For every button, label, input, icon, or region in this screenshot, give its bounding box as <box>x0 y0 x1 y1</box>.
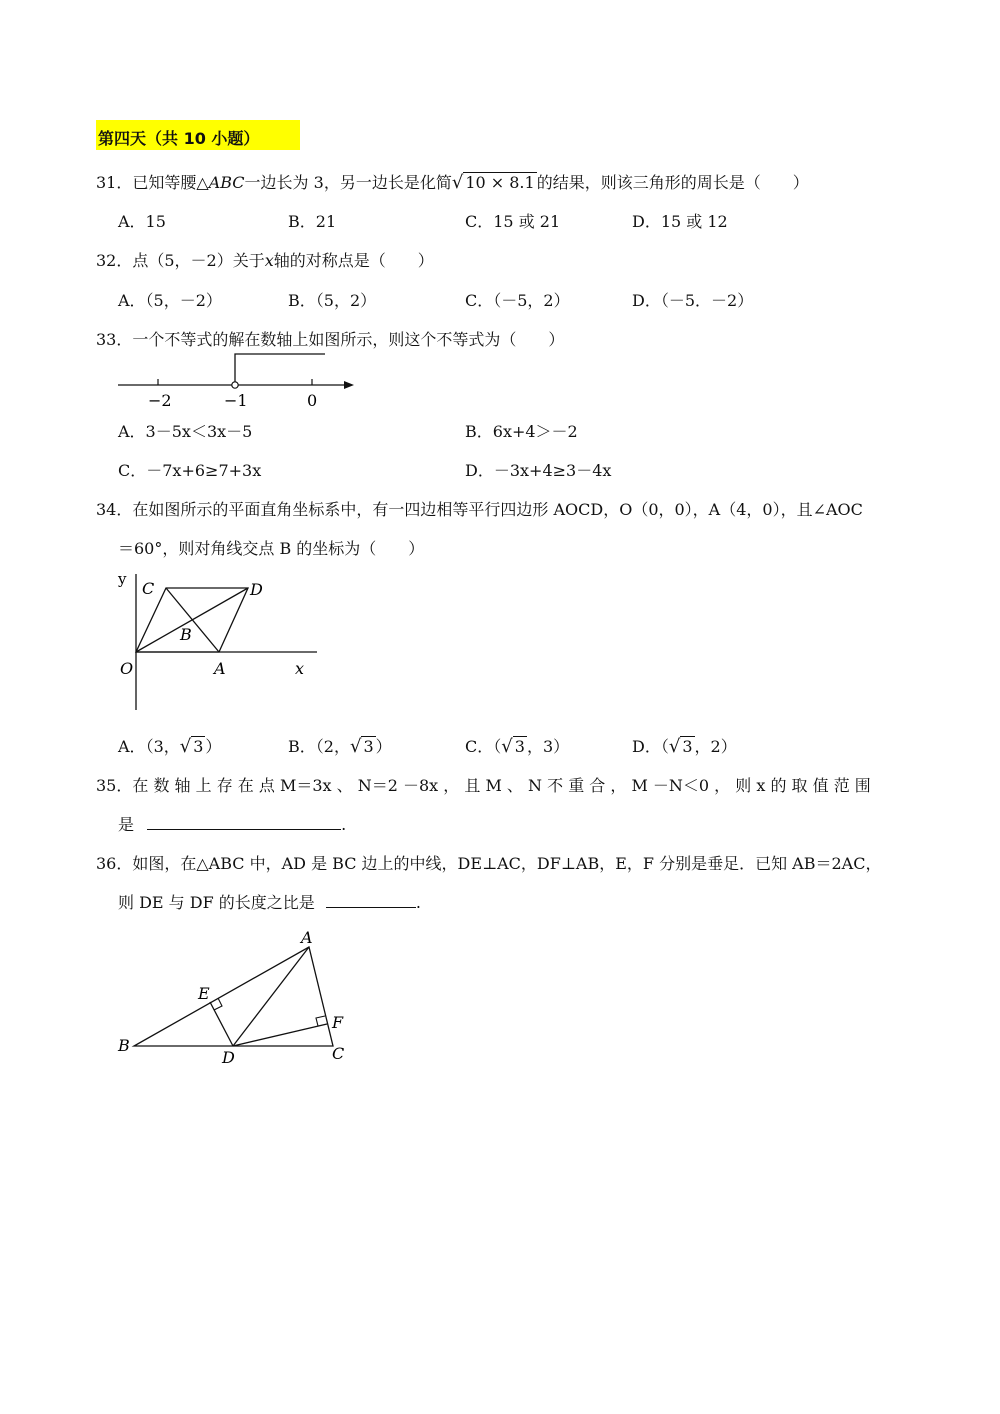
question-var: ABC <box>208 173 245 192</box>
question-33 <box>96 327 564 350</box>
option-label: C． <box>465 737 494 756</box>
option-b <box>288 734 392 757</box>
option-a: A．15 <box>118 212 166 231</box>
option-a: A．3－5x＜3x－5 <box>118 422 253 441</box>
tick-label: −1 <box>224 391 248 410</box>
option-c: C．－7x+6≥7+3x <box>118 461 262 480</box>
question-32 <box>96 248 434 271</box>
question-text: 在如图所示的平面直角坐标系中，有一四边相等平行四边形 AOCD，O（0，0），A（4，0），且∠AOC <box>132 500 863 519</box>
option-label: D． <box>632 737 661 756</box>
diagonal-ca <box>166 588 219 652</box>
tick-label: 0 <box>307 391 318 410</box>
option-text: （3， <box>145 737 180 756</box>
question-number: 36． <box>96 854 133 873</box>
answer-blank[interactable] <box>326 893 416 908</box>
question-31 <box>96 170 809 193</box>
label-f: F <box>332 1013 344 1032</box>
question-text: 在 数 轴 上 存 在 点 M＝3x 、 N＝2 －8x ， 且 M 、 N 不 重 合 ， M －N＜0 ， 则 x 的 取 值 范 围 <box>132 776 871 795</box>
question-text: 则 DE 与 DF 的长度之比是 <box>118 893 315 912</box>
label-a: A <box>214 659 226 678</box>
option-d: D．（－5．－2） <box>632 291 754 310</box>
option-text: ） <box>375 737 392 756</box>
option-b: B．6x+4＞－2 <box>465 422 578 441</box>
sqrt-icon: √ <box>501 736 513 757</box>
tick-label: −2 <box>148 391 172 410</box>
sqrt-icon: √ <box>668 736 681 757</box>
open-circle-marker <box>232 382 238 388</box>
sqrt-icon: √ <box>451 172 464 193</box>
label-y: y <box>118 570 127 588</box>
label-b: B <box>118 1036 130 1055</box>
question-text: 的结果，则该三角形的周长是（ ） <box>536 173 809 192</box>
question-number: 33． <box>96 330 133 349</box>
question-number: 35． <box>96 776 133 795</box>
question-34 <box>96 497 863 520</box>
option-text: （ <box>493 737 502 756</box>
sqrt-icon: √ <box>179 736 192 757</box>
question-number: 32． <box>96 251 133 270</box>
number-line-figure <box>110 348 370 414</box>
radicand: 3 <box>193 737 204 756</box>
option-b: B．（5，2） <box>288 291 377 310</box>
label-c: C <box>332 1044 345 1063</box>
question-36 <box>96 851 881 874</box>
question-text: 是 <box>118 815 135 834</box>
question-text: . <box>415 893 421 912</box>
label-x: x <box>295 659 305 678</box>
radicand: 10 × 8.1 <box>465 173 535 192</box>
option-b: B．21 <box>288 212 337 231</box>
option-label: B． <box>288 737 316 756</box>
question-number: 34． <box>96 500 133 519</box>
label-d: D <box>250 580 263 599</box>
label-o: O <box>120 659 134 678</box>
option-d: D．－3x+4≥3－4x <box>465 461 612 480</box>
label-d: D <box>222 1048 235 1067</box>
option-d <box>632 734 737 757</box>
coordinate-figure <box>112 568 322 713</box>
option-c <box>465 734 569 757</box>
option-d: D．15 或 12 <box>632 212 728 231</box>
option-c: C．（－5，2） <box>465 291 570 310</box>
sqrt-icon: √ <box>349 736 362 757</box>
triangle-figure <box>112 925 362 1070</box>
option-label: A． <box>118 737 146 756</box>
question-36-line2 <box>118 890 421 913</box>
question-35-line2 <box>118 812 346 835</box>
section-title: 第四天（共 10 小题） <box>98 129 260 148</box>
answer-blank[interactable] <box>147 815 341 830</box>
question-text: 点（5，－2）关于 <box>132 251 265 270</box>
question-text: . <box>341 815 347 834</box>
option-a: A．（5，－2） <box>118 291 222 310</box>
arrow-right-icon <box>344 381 354 389</box>
question-text: 一边长为 3，另一边长是化简 <box>244 173 452 192</box>
label-e: E <box>198 984 210 1003</box>
label-a: A <box>301 928 313 947</box>
radicand: 3 <box>363 737 374 756</box>
option-text: ） <box>205 737 222 756</box>
option-a <box>118 734 221 757</box>
radicand: 3 <box>682 737 693 756</box>
question-text: 已知等腰△ <box>132 173 209 192</box>
label-c: C <box>142 579 155 598</box>
question-text: 如图，在△ABC 中，AD 是 BC 边上的中线，DE⊥AC，DF⊥AB，E，F 分别是垂足．已知 AB＝2AC， <box>132 854 882 873</box>
question-35 <box>96 773 871 796</box>
radicand: 3 <box>514 737 525 756</box>
question-var: x <box>264 251 274 270</box>
perpendicular-de <box>210 1002 233 1046</box>
option-text: （ <box>660 737 669 756</box>
solution-bracket <box>235 354 325 382</box>
option-text: ，2） <box>694 737 737 756</box>
triangle-abc <box>134 947 333 1046</box>
question-number: 31． <box>96 173 133 192</box>
question-text: 一个不等式的解在数轴上如图所示，则这个不等式为（ ） <box>132 330 565 349</box>
label-b: B <box>180 625 192 644</box>
question-text: 轴的对称点是（ ） <box>273 251 434 270</box>
question-text: ＝60°，则对角线交点 B 的坐标为（ ） <box>118 539 425 558</box>
option-text: ，3） <box>526 737 570 756</box>
option-c: C．15 或 21 <box>465 212 561 231</box>
option-text: （2， <box>315 737 350 756</box>
